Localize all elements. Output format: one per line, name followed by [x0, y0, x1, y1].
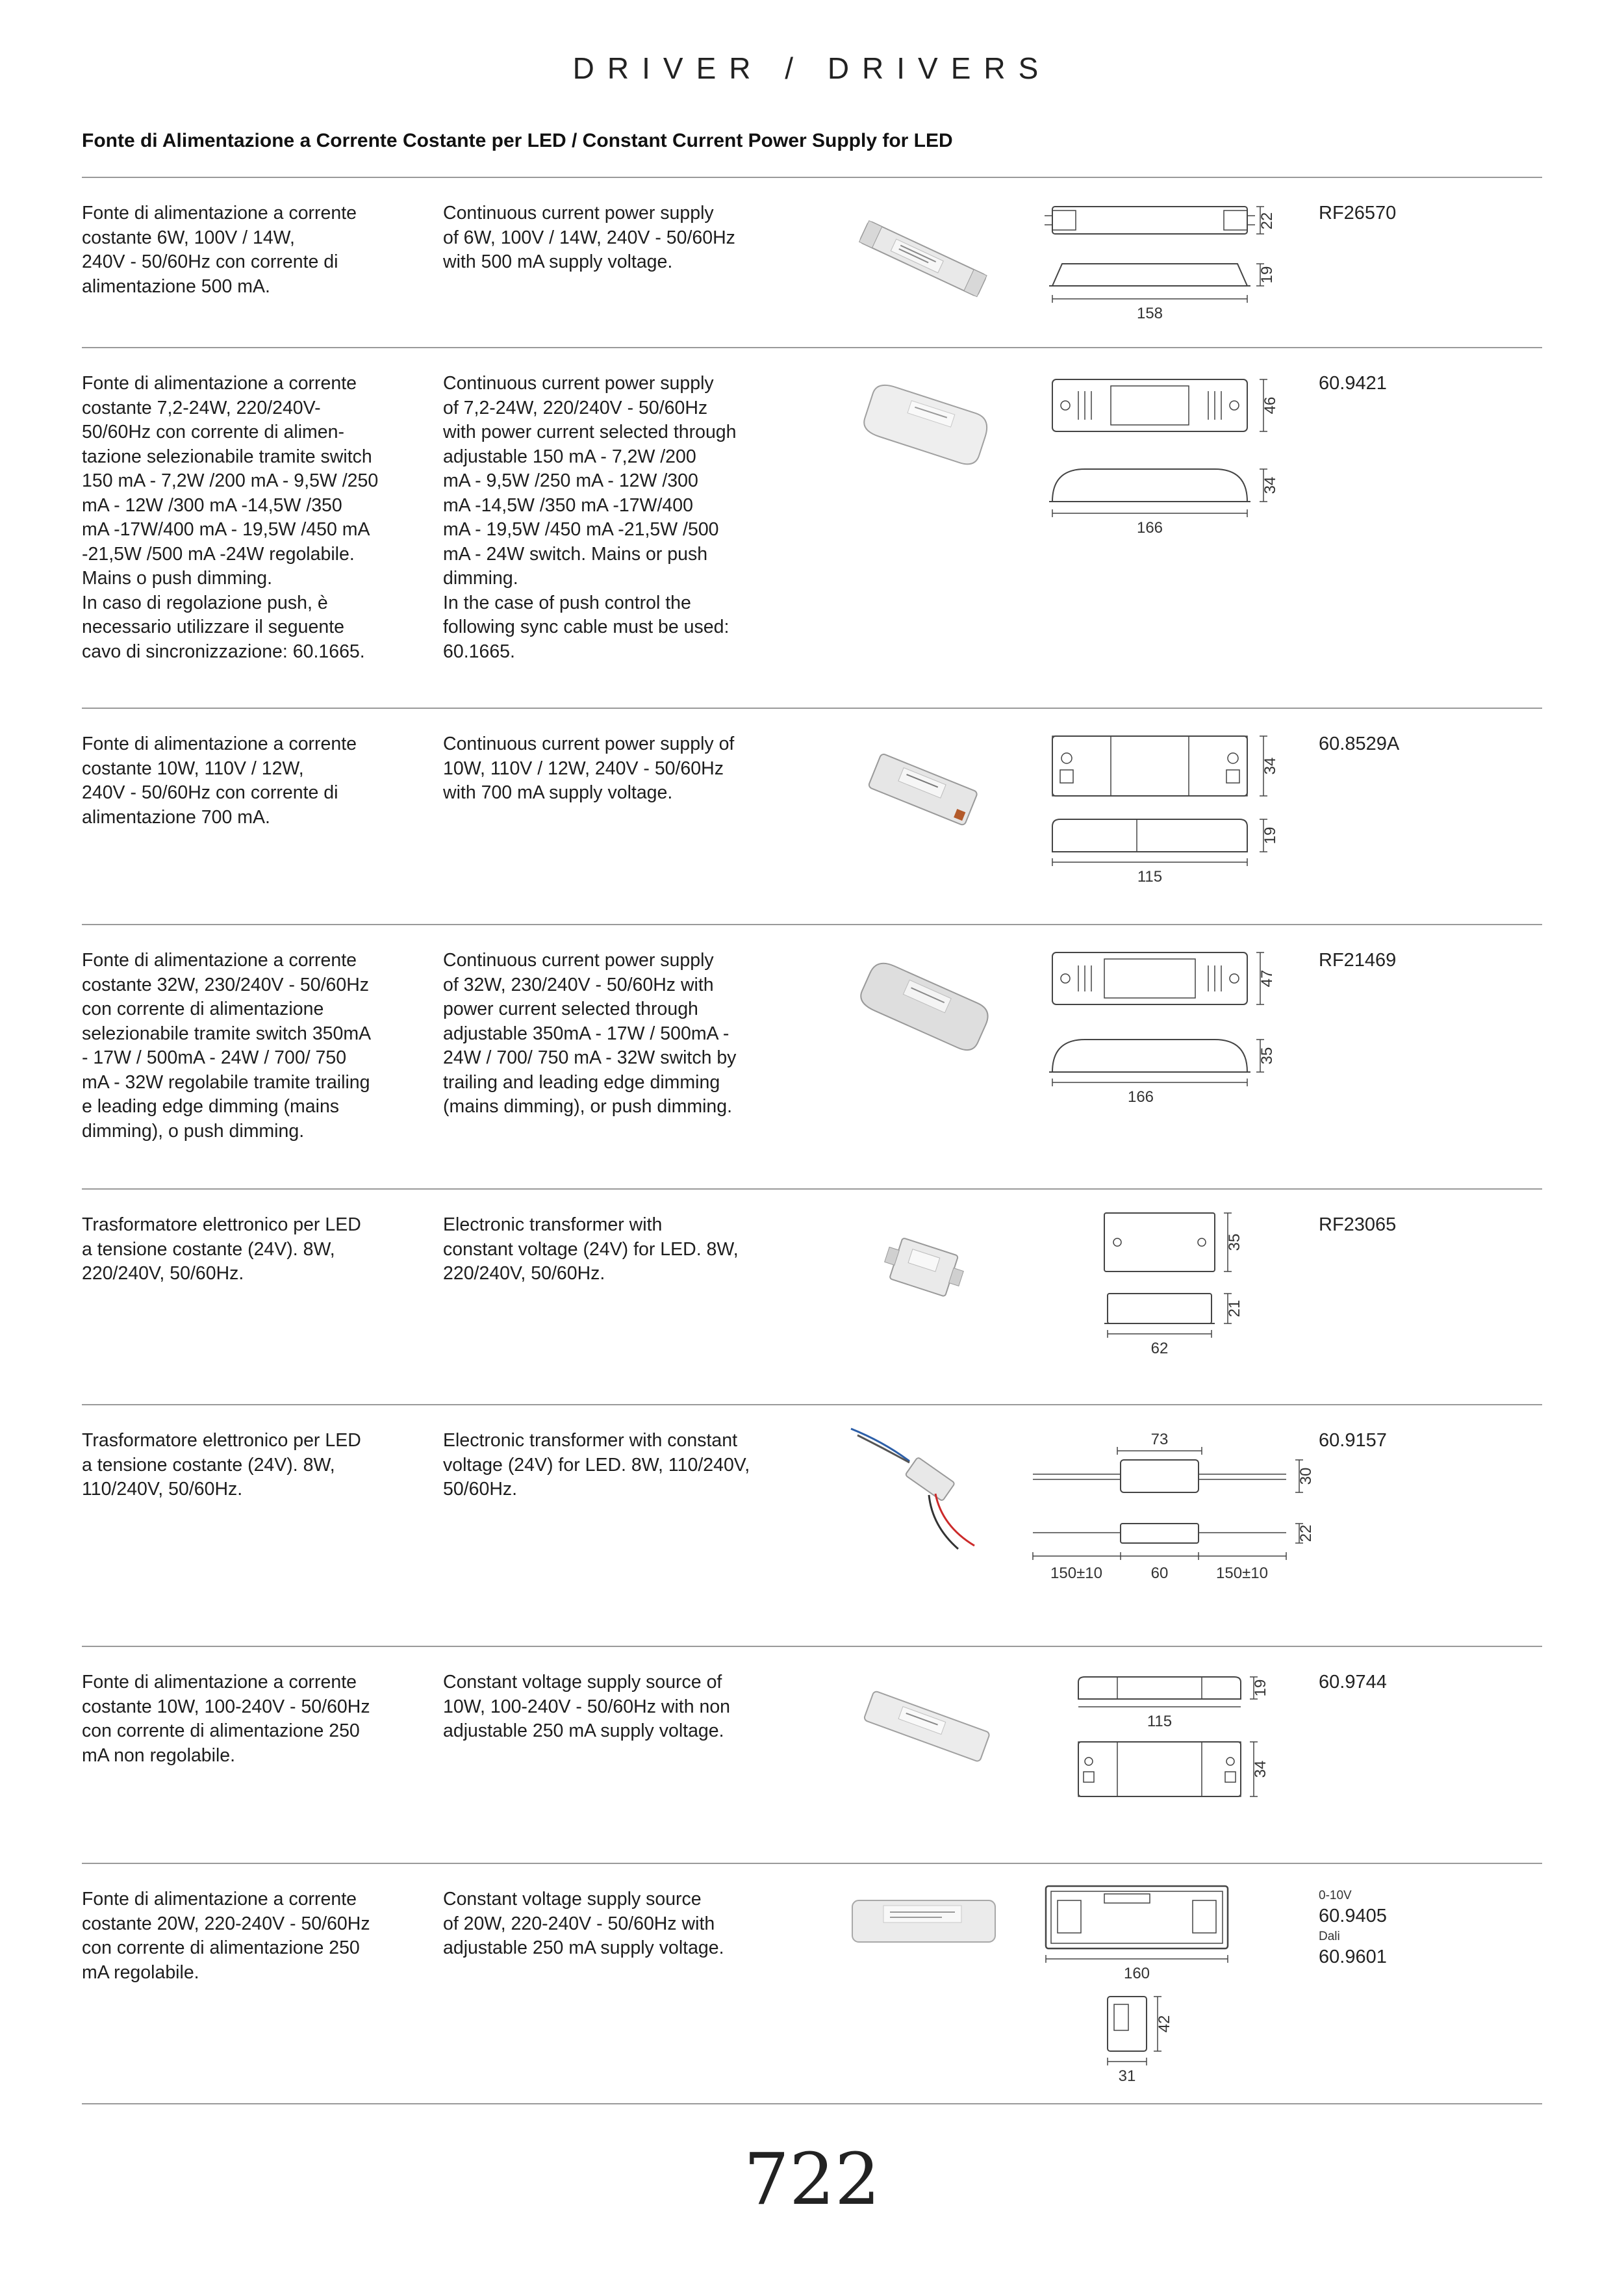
description-en: Constant voltage supply source of 10W, 100-240V - 50/60Hz with non adjustable 250 mA supply voltage.	[443, 1672, 731, 1741]
dim-length: 160	[1123, 1965, 1150, 1982]
product-code-dali: 60.9601	[1319, 1947, 1387, 1967]
dimension-drawing	[1013, 1670, 1312, 1820]
code-label-dali: Dali	[1319, 1930, 1340, 1943]
dimension-drawing	[1013, 201, 1312, 325]
dim-height-2: 22	[1297, 1524, 1315, 1542]
description-it: Fonte di alimentazione a corrente costante 32W, 230/240V - 50/60Hz con corrente di alimentazione selezionabile tramite switch 350mA - 17W / 500mA - 24W / 700/ 750 mA - 32W regolabile tramite trailing e leading edge dimming (mains dimming), o push dimming.	[82, 950, 372, 1142]
dim-height-1: 46	[1262, 396, 1279, 415]
dim-height-2: 35	[1258, 1047, 1276, 1065]
description-it: Fonte di alimentazione a corrente costante 7,2-24W, 220/240V- 50/60Hz con corrente di alimen- tazione selezionabile tramite switch 150 mA - 7,2W /200 mA - 9,5W /250 mA - 12W /300 mA -14,5W /350 mA -17W/400 mA - 19,5W /450 mA -21,5W /500 mA -24W regolabile. Mains o push dimming. In caso di regolazione push, è necessario utilizzare il seguente cavo di sincronizzazione: 60.1665.	[82, 373, 379, 662]
dim-height-2: 34	[1252, 1760, 1269, 1778]
product-photo	[844, 1213, 1000, 1330]
dim-right: 150±10	[1216, 1565, 1268, 1582]
dimension-drawing	[1013, 1881, 1312, 2095]
dimension-drawing	[1013, 1213, 1312, 1369]
dim-length: 158	[1136, 305, 1163, 322]
description-it: Trasformatore elettronico per LED a tensione costante (24V). 8W, 110/240V, 50/60Hz.	[82, 1430, 361, 1500]
product-photo	[844, 372, 1000, 489]
divider	[82, 1404, 1542, 1405]
dimension-drawing	[1013, 372, 1312, 541]
product-code: RF26570	[1319, 203, 1397, 224]
dimension-drawing	[1013, 949, 1312, 1118]
dim-length: 166	[1127, 1088, 1154, 1106]
description-it: Fonte di alimentazione a corrente costante 6W, 100V / 14W, 240V - 50/60Hz con corrente di alimentazione 500 mA.	[82, 203, 357, 297]
dim-height-1: 22	[1258, 212, 1276, 230]
dim-height-1: 30	[1297, 1467, 1315, 1485]
dimension-drawing	[1013, 1429, 1315, 1591]
description-en: Continuous current power supply of 32W, 230/240V - 50/60Hz with power current selected through adjustable 350mA - 17W / 500mA - 24W / 700/ 750 mA - 32W switch by trailing and leading edge dimming (mains dimming), or push dimming.	[443, 950, 737, 1117]
dim-height-2: 34	[1262, 476, 1279, 494]
dim-height-1: 34	[1262, 757, 1279, 775]
dim-left: 150±10	[1050, 1565, 1102, 1582]
divider	[82, 177, 1542, 178]
dim-height-2: 19	[1258, 266, 1276, 284]
divider	[82, 1188, 1542, 1190]
description-en: Electronic transformer with constant voltage (24V) for LED. 8W, 220/240V, 50/60Hz.	[443, 1214, 739, 1284]
dim-height-1: 47	[1258, 969, 1276, 988]
dim-height: 42	[1156, 2015, 1173, 2033]
product-code: 60.9744	[1319, 1672, 1387, 1693]
description-en: Constant voltage supply source of 20W, 220-240V - 50/60Hz with adjustable 250 mA supply voltage.	[443, 1889, 724, 1958]
description-en: Continuous current power supply of 6W, 100V / 14W, 240V - 50/60Hz with 500 mA supply voltage.	[443, 203, 735, 272]
divider	[82, 1646, 1542, 1647]
dim-length: 115	[1137, 868, 1163, 886]
dimension-drawing	[1013, 732, 1312, 895]
divider	[82, 1863, 1542, 1864]
description-it: Fonte di alimentazione a corrente costante 10W, 100-240V - 50/60Hz con corrente di alimentazione 250 mA non regolabile.	[82, 1672, 370, 1766]
dim-length: 166	[1136, 519, 1163, 537]
description-en: Continuous current power supply of 7,2-24W, 220/240V - 50/60Hz with power current selected through adjustable 150 mA - 7,2W /200 mA - 9,5W /250 mA - 12W /300 mA -14,5W /350 mA -17W/400 mA - 19,5W /450 mA -21,5W /500 mA - 24W switch. Mains or push dimming. In the case of push control the following sync cable must be used: 60.1665.	[443, 373, 737, 662]
dim-height-2: 19	[1262, 826, 1279, 845]
product-code: 60.9157	[1319, 1430, 1387, 1451]
product-code: 60.8529A	[1319, 734, 1400, 754]
product-code: 60.9405	[1319, 1906, 1387, 1926]
description-en: Continuous current power supply of 10W, 110V / 12W, 240V - 50/60Hz with 700 mA supply voltage.	[443, 734, 735, 803]
product-code-group	[1319, 1887, 1387, 1969]
description-en: Electronic transformer with constant voltage (24V) for LED. 8W, 110/240V, 50/60Hz.	[443, 1430, 750, 1500]
divider	[82, 347, 1542, 348]
product-photo	[844, 732, 1000, 849]
description-it: Trasformatore elettronico per LED a tensione costante (24V). 8W, 220/240V, 50/60Hz.	[82, 1214, 361, 1284]
description-it: Fonte di alimentazione a corrente costante 20W, 220-240V - 50/60Hz con corrente di alimentazione 250 mA regolabile.	[82, 1889, 370, 1983]
product-code: RF21469	[1319, 950, 1397, 971]
product-code: RF23065	[1319, 1214, 1397, 1235]
product-photo	[844, 201, 1000, 318]
dim-middle: 60	[1150, 1565, 1169, 1582]
dim-width: 31	[1118, 2067, 1136, 2085]
divider	[82, 2103, 1542, 2104]
description-it: Fonte di alimentazione a corrente costante 10W, 110V / 12W, 240V - 50/60Hz con corrente di alimentazione 700 mA.	[82, 734, 357, 828]
code-label-0-10v: 0-10V	[1319, 1889, 1352, 1902]
product-photo	[844, 1422, 1000, 1552]
dim-height-2: 21	[1226, 1299, 1243, 1318]
dim-length: 62	[1150, 1340, 1169, 1357]
page-title: DRIVER / DRIVERS	[572, 51, 1052, 85]
page-number: 722	[744, 2138, 880, 2221]
product-code: 60.9421	[1319, 373, 1387, 394]
dim-length: 115	[1147, 1713, 1173, 1730]
dim-top: 73	[1150, 1431, 1169, 1448]
divider	[82, 924, 1542, 925]
product-photo	[844, 1887, 1000, 2004]
dim-height-1: 19	[1252, 1679, 1269, 1697]
divider	[82, 708, 1542, 709]
product-photo	[844, 949, 1000, 1066]
dim-height-1: 35	[1226, 1233, 1243, 1251]
section-subtitle: Fonte di Alimentazione a Corrente Costante per LED / Constant Current Power Supply for LED	[82, 130, 953, 151]
product-photo	[844, 1670, 1000, 1787]
